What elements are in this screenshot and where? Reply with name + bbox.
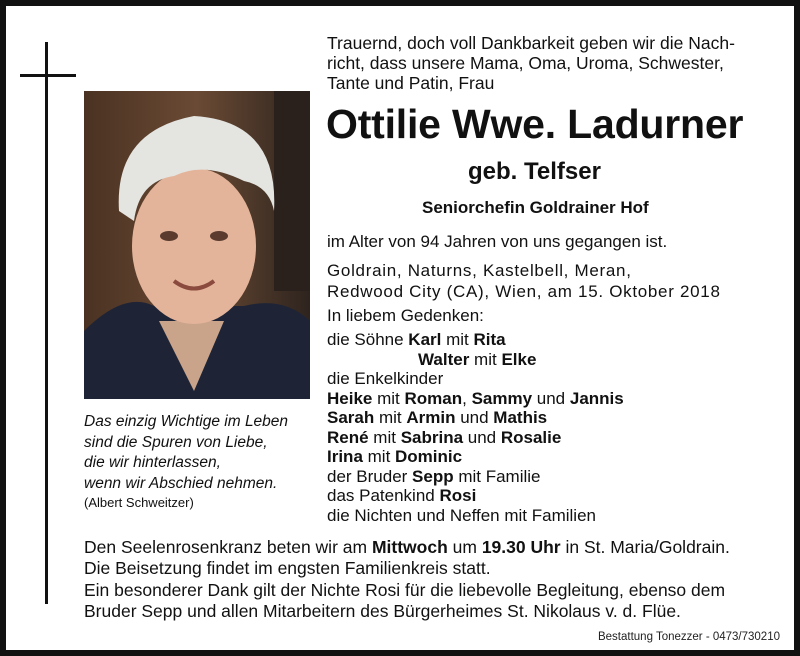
cross-symbol-vertical: [45, 42, 48, 604]
cross-symbol-horizontal: [20, 74, 76, 77]
family-text: und: [455, 408, 494, 427]
family-line-irina: [327, 447, 462, 467]
family-line-nieces: die Nichten und Neffen mit Familien: [327, 505, 596, 525]
family-name: Mathis: [493, 408, 548, 427]
maiden-name: geb. Telfser: [468, 158, 601, 185]
intro-line: richt, dass unsere Mama, Oma, Uroma, Schwester,: [327, 53, 724, 73]
rosary-day: Mittwoch: [371, 537, 448, 557]
family-name: Rosalie: [500, 427, 562, 447]
places-line: Goldrain, Naturns, Kastelbell, Meran,: [327, 261, 632, 280]
thanks-line: Ein besonderer Dank gilt der Nichte Rosi für die liebevolle Begleitung, ebenso dem: [84, 580, 726, 600]
family-text: ,: [462, 388, 472, 408]
family-line-godchild: [327, 486, 476, 506]
family-line-sarah: [327, 408, 547, 428]
family-name: Karl: [408, 330, 442, 349]
family-name: Irina: [327, 447, 363, 466]
family-line-rene: [327, 428, 561, 448]
places-line: Redwood City (CA), Wien, am 15. Oktober 2018: [327, 281, 721, 301]
family-name: Dominic: [395, 447, 463, 466]
family-name: Sammy: [471, 388, 533, 408]
intro-line: Tante und Patin, Frau: [327, 73, 495, 93]
age-line: im Alter von 94 Jahren von uns gegangen ist.: [327, 232, 668, 251]
deceased-name: Ottilie Wwe. Ladurner: [326, 101, 744, 147]
family-name: Armin: [406, 408, 456, 427]
intro-line: Trauernd, doch voll Dankbarkeit geben wir die Nach-: [327, 33, 735, 53]
family-text: mit: [374, 408, 407, 427]
quote-line: sind die Spuren von Liebe,: [84, 433, 268, 451]
family-text: mit Familie: [453, 466, 541, 486]
family-text: und: [463, 427, 501, 447]
places-date: [327, 261, 777, 302]
rosary-time: 19.30 Uhr: [481, 537, 561, 557]
rosary-line: [84, 537, 784, 558]
family-name: Roman: [404, 388, 463, 408]
burial-line: Die Beisetzung findet im engsten Familienkreis statt.: [84, 557, 491, 578]
quote-author: (Albert Schweitzer): [84, 495, 194, 510]
portrait-photo: [84, 91, 310, 399]
family-line-sons: [327, 330, 506, 350]
family-name: Rita: [473, 330, 506, 349]
family-name: Sepp: [412, 466, 454, 486]
family-name: Sabrina: [400, 427, 464, 447]
family-text: das Patenkind: [327, 486, 440, 505]
family-line-brother: [327, 467, 541, 487]
family-line-son2: [418, 350, 536, 370]
family-name: Sarah: [327, 408, 375, 427]
intro-text: [327, 33, 777, 93]
funeral-home-credit: Bestattung Tonezzer - 0473/730210: [597, 631, 780, 643]
family-name: Walter: [418, 349, 470, 369]
quote-line: Das einzig Wichtige im Leben: [84, 413, 289, 430]
family-name: Heike: [327, 388, 373, 408]
quote-line: wenn wir Abschied nehmen.: [84, 474, 278, 492]
family-text: mit: [372, 388, 405, 408]
family-line-heike: [327, 389, 624, 409]
family-name: Jannis: [569, 388, 624, 408]
family-text: und: [532, 388, 570, 408]
family-text: mit: [469, 349, 502, 369]
deceased-role: Seniorchefin Goldrainer Hof: [422, 198, 649, 217]
quote: [84, 412, 314, 494]
rosary-text: Den Seelenrosenkranz beten wir am: [84, 537, 372, 557]
family-name: René: [327, 427, 369, 447]
family-name: Elke: [501, 349, 537, 369]
family-line-grandchildren: die Enkelkinder: [327, 369, 444, 388]
family-text: mit: [362, 447, 396, 466]
in-memory-heading: In liebem Gedenken:: [327, 306, 484, 325]
rosary-text: um: [447, 537, 482, 557]
family-text: mit: [441, 330, 474, 349]
family-text: mit: [368, 427, 401, 447]
family-text: der Bruder: [327, 466, 413, 486]
thanks-line: Bruder Sepp und allen Mitarbeitern des Bürgerheimes St. Nikolaus v. d. Flüe.: [84, 600, 681, 621]
family-text: die Söhne: [327, 330, 409, 349]
rosary-text: in St. Maria/Goldrain.: [560, 537, 730, 557]
family-name: Rosi: [439, 486, 477, 505]
portrait-illustration: [84, 91, 310, 399]
quote-line: die wir hinterlassen,: [84, 454, 221, 471]
